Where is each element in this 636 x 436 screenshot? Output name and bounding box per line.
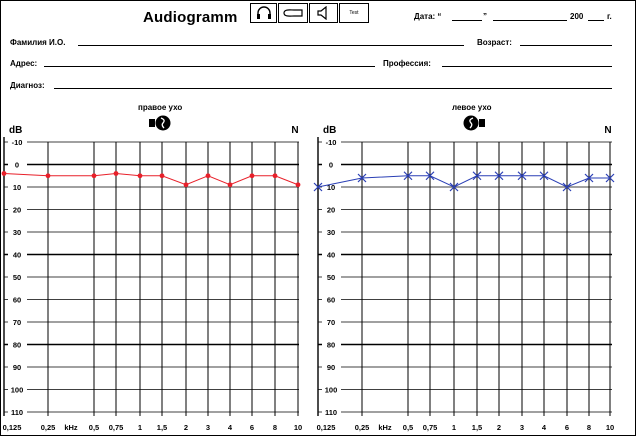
- right-freq-tick-2: 0,5: [88, 423, 100, 432]
- surname-label: Фамилия И.О.: [10, 38, 66, 47]
- left-freq-tick-6: 2: [496, 423, 502, 432]
- left-khz-label: kHz: [378, 423, 392, 432]
- left-db-label: dB: [323, 125, 337, 136]
- left-freq-tick-4: 1: [451, 423, 457, 432]
- right-db-tick-12: 110: [10, 408, 24, 417]
- right-point-0: [2, 171, 7, 176]
- right-freq-tick-1: 0,25: [40, 423, 56, 432]
- right-db-tick-5: 40: [12, 250, 22, 260]
- left-freq-tick-7: 3: [519, 423, 525, 432]
- right-ear-chart: [2, 125, 303, 432]
- right-db-tick-11: 100: [10, 385, 24, 395]
- right-point-8: [228, 182, 233, 187]
- right-freq-tick-3: 0,75: [108, 423, 124, 432]
- right-freq-tick-10: 8: [272, 423, 278, 432]
- age-label: Возраст:: [477, 38, 512, 47]
- right-db-tick-2: 10: [12, 183, 22, 192]
- left-db-tick-1: 0: [328, 160, 334, 170]
- right-point-5: [160, 173, 165, 178]
- left-n-label: N: [604, 125, 612, 136]
- right-point-7: [206, 173, 211, 178]
- left-db-tick-9: 80: [326, 340, 336, 350]
- test-label: Test: [349, 10, 359, 16]
- right-point-1: [46, 173, 51, 178]
- left-db-tick-10: 90: [326, 363, 336, 372]
- right-n-label: N: [291, 125, 299, 136]
- left-freq-tick-10: 8: [586, 423, 592, 432]
- right-freq-tick-9: 6: [249, 423, 255, 432]
- right-db-tick-9: 80: [12, 340, 22, 350]
- left-freq-tick-9: 6: [564, 423, 570, 432]
- diagnosis-label: Диагноз:: [10, 81, 45, 90]
- left-db-tick-12: 110: [324, 408, 338, 417]
- left-ear-label: левое ухо: [452, 103, 492, 112]
- right-point-10: [273, 173, 278, 178]
- right-freq-tick-7: 3: [205, 423, 211, 432]
- right-db-tick-6: 50: [12, 273, 22, 282]
- address-label: Адрес:: [10, 59, 38, 68]
- left-db-tick-0: -10: [325, 138, 337, 147]
- right-db-label: dB: [9, 125, 23, 136]
- right-freq-tick-0: 0,125: [2, 423, 22, 432]
- right-db-tick-0: -10: [11, 138, 23, 147]
- left-freq-tick-1: 0,25: [354, 423, 370, 432]
- right-freq-tick-4: 1: [137, 423, 143, 432]
- year-prefix: 200: [570, 12, 584, 21]
- right-point-11: [296, 182, 301, 187]
- right-freq-tick-6: 2: [183, 423, 189, 432]
- left-freq-tick-2: 0,5: [402, 423, 414, 432]
- right-freq-tick-5: 1,5: [156, 423, 168, 432]
- right-khz-label: kHz: [64, 423, 78, 432]
- left-ear-chart: [314, 125, 614, 432]
- right-db-tick-3: 20: [12, 205, 22, 215]
- left-freq-tick-11: 10: [605, 423, 615, 432]
- right-point-2: [92, 173, 97, 178]
- year-suffix: г.: [607, 12, 612, 21]
- page-title: Audiogramm: [143, 9, 238, 26]
- right-point-3: [114, 171, 119, 176]
- right-point-4: [138, 173, 143, 178]
- right-point-6: [184, 182, 189, 187]
- left-freq-tick-0: 0,125: [316, 423, 336, 432]
- left-freq-tick-8: 4: [541, 423, 547, 432]
- date-label: Дата: “: [414, 12, 442, 21]
- right-db-tick-10: 90: [12, 363, 22, 372]
- left-db-tick-4: 30: [326, 228, 336, 237]
- right-db-tick-8: 70: [12, 318, 22, 327]
- right-point-9: [250, 173, 255, 178]
- left-db-tick-7: 60: [326, 295, 336, 305]
- right-freq-tick-8: 4: [227, 423, 233, 432]
- profession-label: Профессия:: [383, 59, 431, 68]
- left-freq-tick-5: 1,5: [471, 423, 483, 432]
- left-db-tick-6: 50: [326, 273, 336, 282]
- left-db-tick-11: 100: [324, 385, 338, 395]
- left-db-tick-8: 70: [326, 318, 336, 327]
- right-ear-label: правое ухо: [138, 103, 183, 112]
- date-quote-close: ”: [483, 12, 487, 21]
- left-db-tick-2: 10: [326, 183, 336, 192]
- left-db-tick-5: 40: [326, 250, 336, 260]
- right-freq-tick-11: 10: [293, 423, 303, 432]
- right-db-tick-4: 30: [12, 228, 22, 237]
- right-db-tick-1: 0: [14, 160, 20, 170]
- left-freq-tick-3: 0,75: [422, 423, 438, 432]
- right-db-tick-7: 60: [12, 295, 22, 305]
- left-db-tick-3: 20: [326, 205, 336, 215]
